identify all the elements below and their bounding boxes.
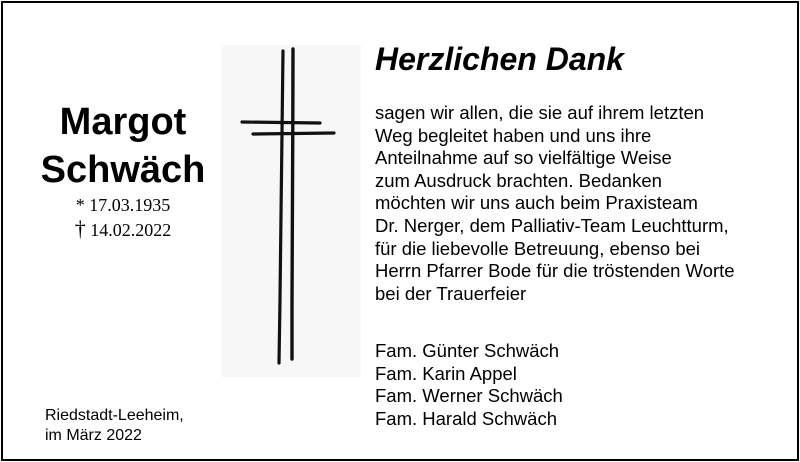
date-line: im März 2022 — [45, 427, 142, 444]
place-line: Riedstadt-Leeheim, — [45, 407, 184, 424]
death-cross-symbol: † — [74, 216, 86, 241]
heading: Herzlichen Dank — [375, 41, 624, 77]
signers-list — [375, 340, 563, 430]
message-line: Anteilnahme auf so vielfältige Weise — [375, 147, 672, 169]
message-line: sagen wir allen, die sie auf ihrem letzten — [375, 102, 705, 123]
signer: Fam. Werner Schwäch — [375, 385, 563, 407]
message-line: Weg begleitet haben und uns ihre — [375, 124, 652, 146]
message-line: Dr. Nerger, dem Palliativ-Team Leuchtturm, — [375, 214, 729, 236]
cross-icon — [221, 45, 361, 377]
message-line: möchten wir uns auch beim Praxisteam — [375, 192, 698, 214]
deceased-last-name: Schwäch — [40, 149, 206, 191]
signer: Fam. Karin Appel — [375, 362, 517, 384]
thank-you-message — [375, 102, 795, 305]
message-line: zum Ausdruck brachten. Bedanken — [375, 169, 662, 191]
birth-date: * 17.03.1935 — [75, 195, 171, 215]
signer: Fam. Günter Schwäch — [375, 340, 560, 361]
place-and-date — [45, 406, 184, 446]
message-line: für die liebevolle Betreuung, ebenso bei — [375, 237, 701, 259]
message-line: Herrn Pfarrer Bode für die tröstenden Worte — [375, 260, 735, 282]
signer: Fam. Harald Schwäch — [375, 407, 557, 429]
death-date: 14.02.2022 — [90, 220, 172, 240]
obituary-notice — [1, 1, 799, 461]
deceased-first-name: Margot — [59, 101, 187, 143]
message-line: bei der Trauerfeier — [375, 282, 527, 304]
death-date-line — [23, 218, 223, 241]
